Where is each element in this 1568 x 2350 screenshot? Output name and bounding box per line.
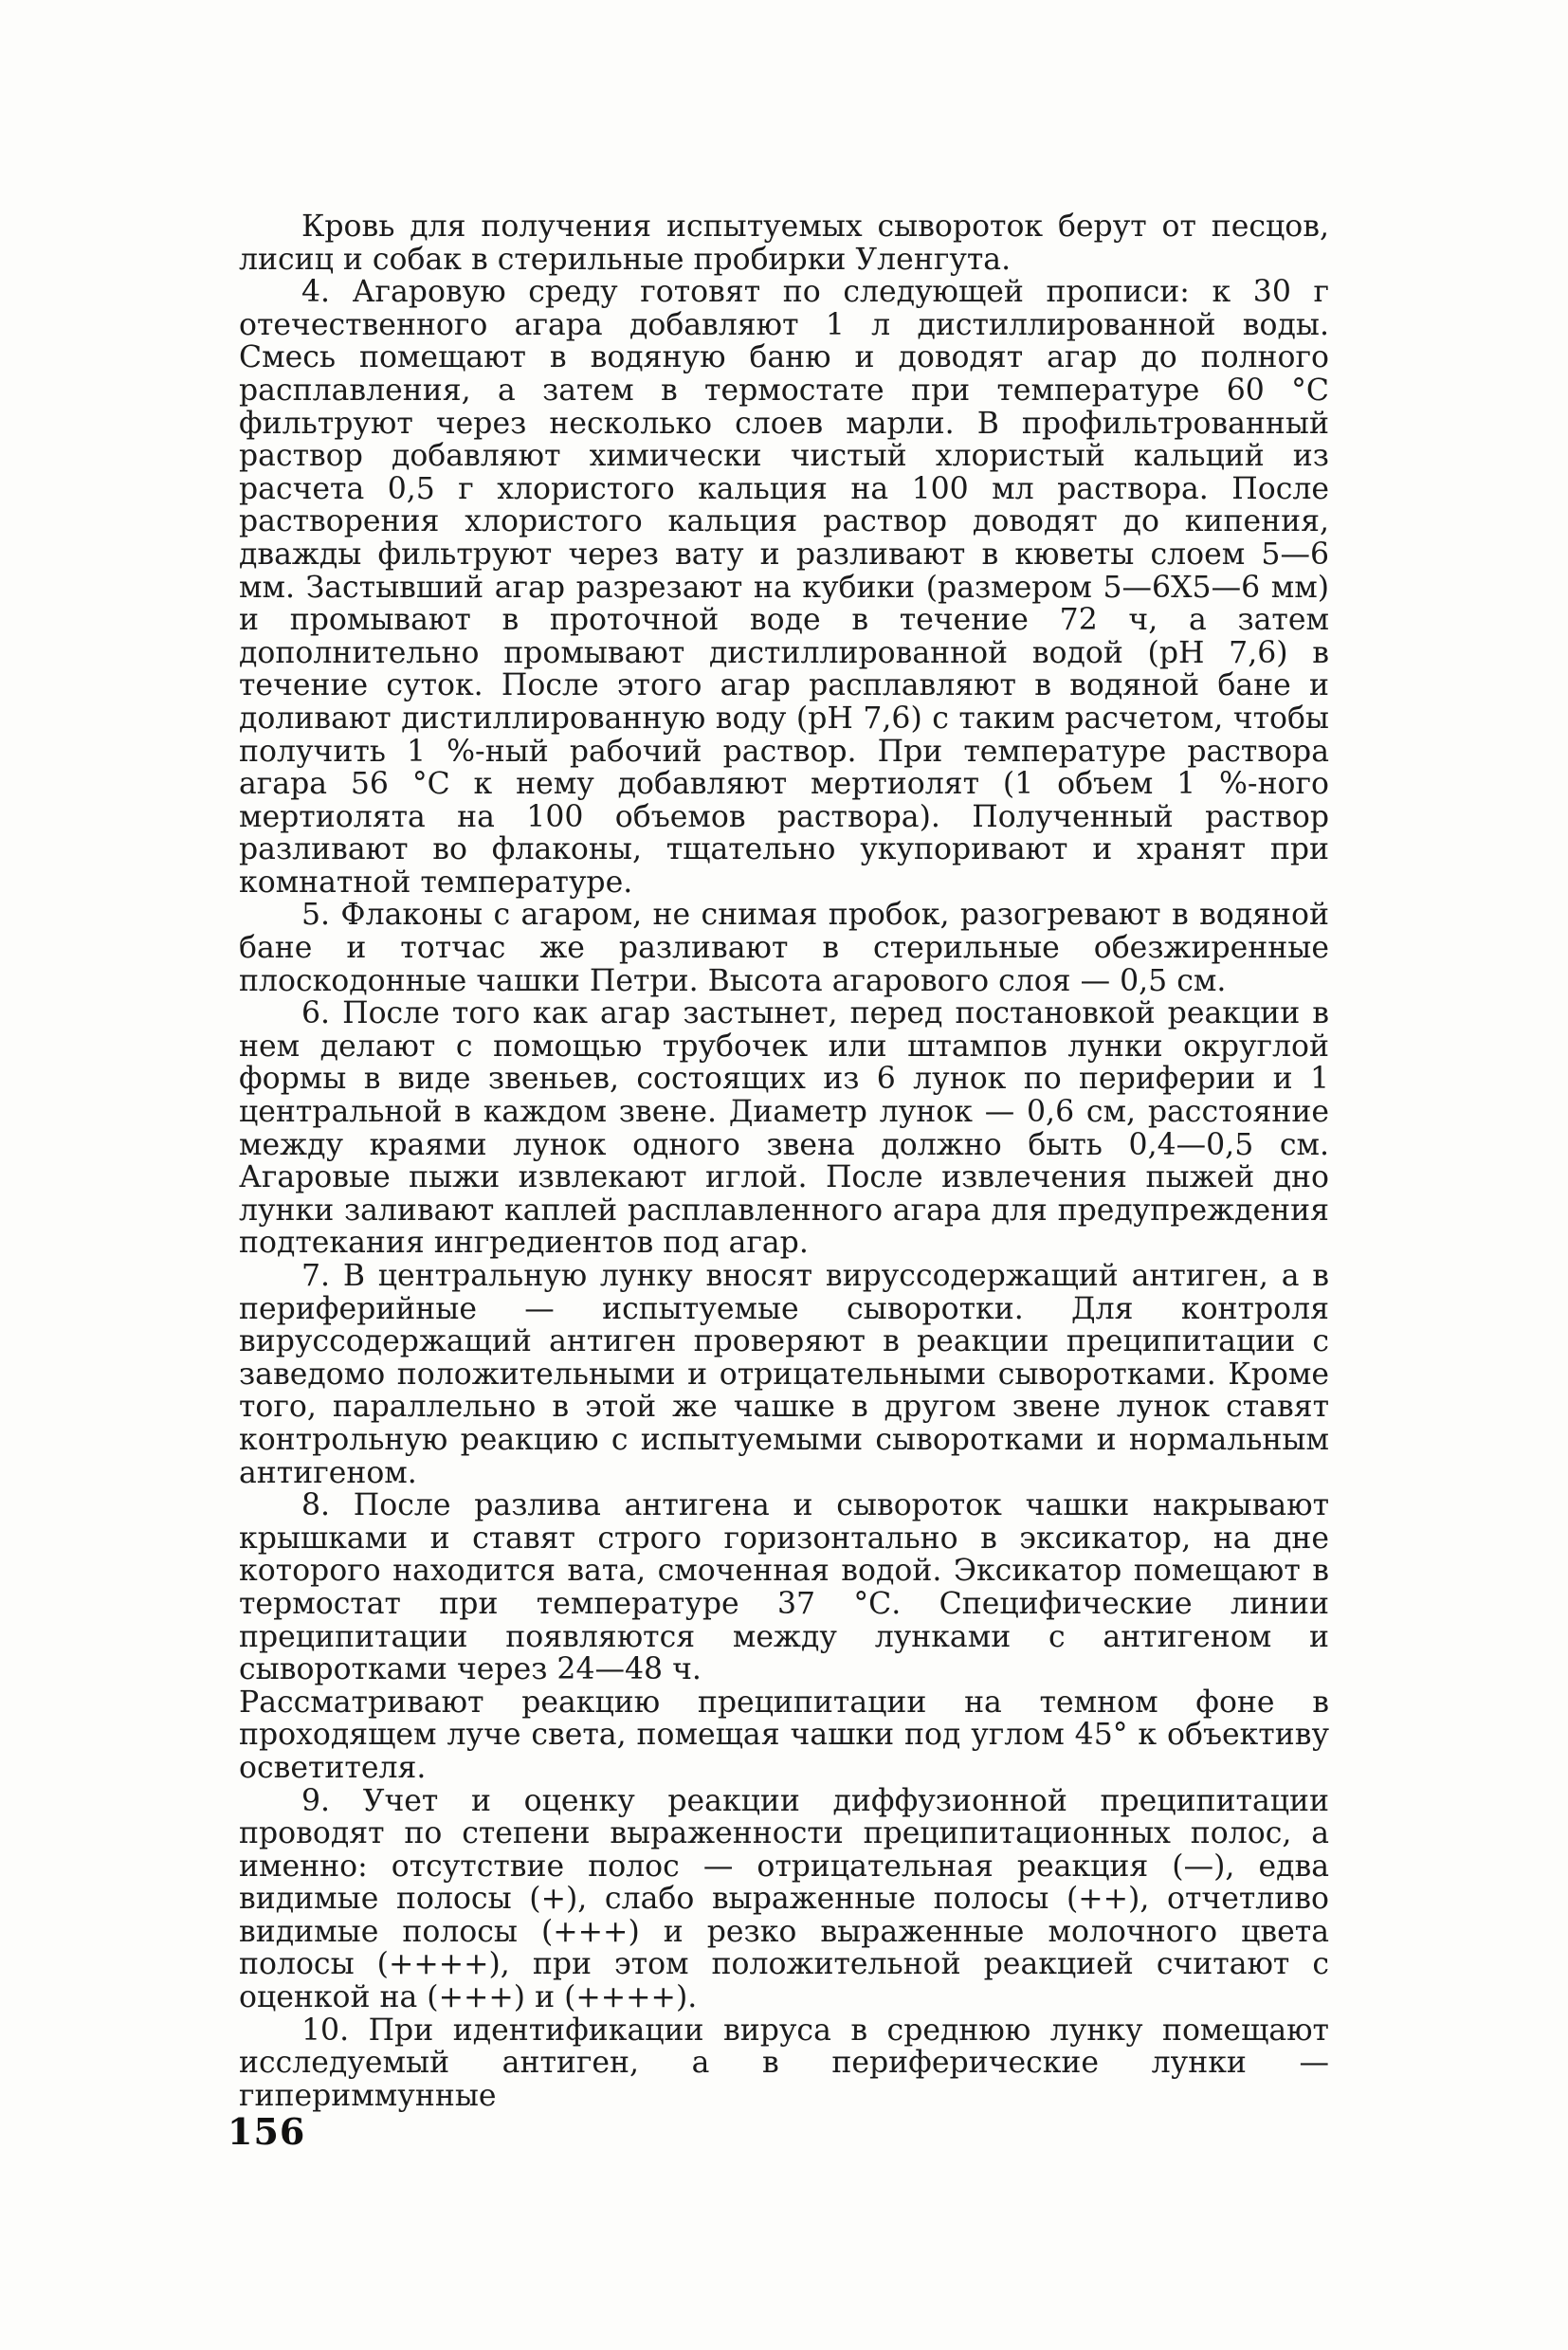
- paragraph-step-5-flasks: 5. Флаконы с агаром, не снимая пробок, разогревают в водяной бане и тотчас же разливают в стерильные обезжиренные плоскодонные чашки Петри. Высота агарового слоя — 0,5 см.: [239, 898, 1329, 998]
- paragraph-step-6-wells: 6. После того как агар застынет, перед постановкой реакции в нем делают с помощью трубочек или штампов лунки округлой формы в виде звеньев, состоящих из 6 лунок по периферии и 1 центральной в каждом звене. Диаметр лунок — 0,6 см, расстояние между краями лунок одного звена должно быть 0,4—0,5 см. Агаровые пыжи извлекают иглой. После извлечения пыжей дно лунки заливают каплей расплавленного агара для предупреждения подтекания ингредиентов под агар.: [239, 996, 1329, 1261]
- body-text: [239, 210, 1329, 2112]
- paragraph-step-7-antigen: 7. В центральную лунку вносят вируссодержащий антиген, а в периферийные — испытуемые сыворотки. Для контроля вируссодержащий антиген проверяют в реакции преципитации с заведомо положительными и отрицательными сыворотками. Кроме того, параллельно в этой же чашке в другом звене лунок ставят контрольную реакцию с испытуемыми сыворотками и нормальным антигеном.: [239, 1259, 1329, 1490]
- paragraph-observation: Рассматривают реакцию преципитации на темном фоне в проходящем луче света, помещая чашки под углом 45° к объективу осветителя.: [239, 1685, 1329, 1785]
- paragraph-blood-collection: Кровь для получения испытуемых сывороток берут от песцов, лисиц и собак в стерильные пробирки Уленгута.: [239, 209, 1329, 277]
- paragraph-step-10-identification: 10. При идентификации вируса в среднюю лунку помещают исследуемый антиген, а в периферические лунки — гипериммунные: [239, 2013, 1329, 2113]
- paragraph-step-4-agar-medium: 4. Агаровую среду готовят по следующей прописи: к 30 г отечественного агара добавляют 1 л дистиллированной воды. Смесь помещают в водяную баню и доводят агар до полного расплавления, а затем в термостате при температуре 60 °С фильтруют через несколько слоев марли. В профильтрованный раствор добавляют химически чистый хлористый кальций из расчета 0,5 г хлористого кальция на 100 мл раствора. После растворения хлористого кальция раствор доводят до кипения, дважды фильтруют через вату и разливают в кюветы слоем 5—6 мм. Застывший агар разрезают на кубики (размером 5—6Х5—6 мм) и промывают в проточной воде в течение 72 ч, а затем дополнительно промывают дистиллированной водой (рН 7,6) в течение суток. После этого агар расплавляют в водяной бане и доливают дистиллированную воду (рН 7,6) с таким расчетом, чтобы получить 1 %-ный рабочий раствор. При температуре раствора агара 56 °С к нему добавляют мертиолят (1 объем 1 %-ного мертиолята на 100 объемов раствора). Полученный раствор разливают во флаконы, тщательно укупоривают и хранят при комнатной температуре.: [239, 275, 1329, 900]
- paragraph-step-9-evaluation: 9. Учет и оценку реакции диффузионной преципитации проводят по степени выраженности преципитационных полос, а именно: отсутствие полос — отрицательная реакция (—), едва видимые полосы (+), слабо выраженные полосы (++), отчетливо видимые полосы (+++) и резко выраженные молочного цвета полосы (++++), при этом положительной реакцией считают с оценкой на (+++) и (++++).: [239, 1783, 1329, 2015]
- paragraph-step-8-incubation: 8. После разлива антигена и сывороток чашки накрывают крышками и ставят строго горизонтально в эксикатор, на дне которого находится вата, смоченная водой. Эксикатор помещают в термостат при температуре 37 °С. Специфические линии преципитации появляются между лунками с антигеном и сыворотками через 24—48 ч.: [239, 1488, 1329, 1687]
- page-number: 156: [228, 2110, 306, 2153]
